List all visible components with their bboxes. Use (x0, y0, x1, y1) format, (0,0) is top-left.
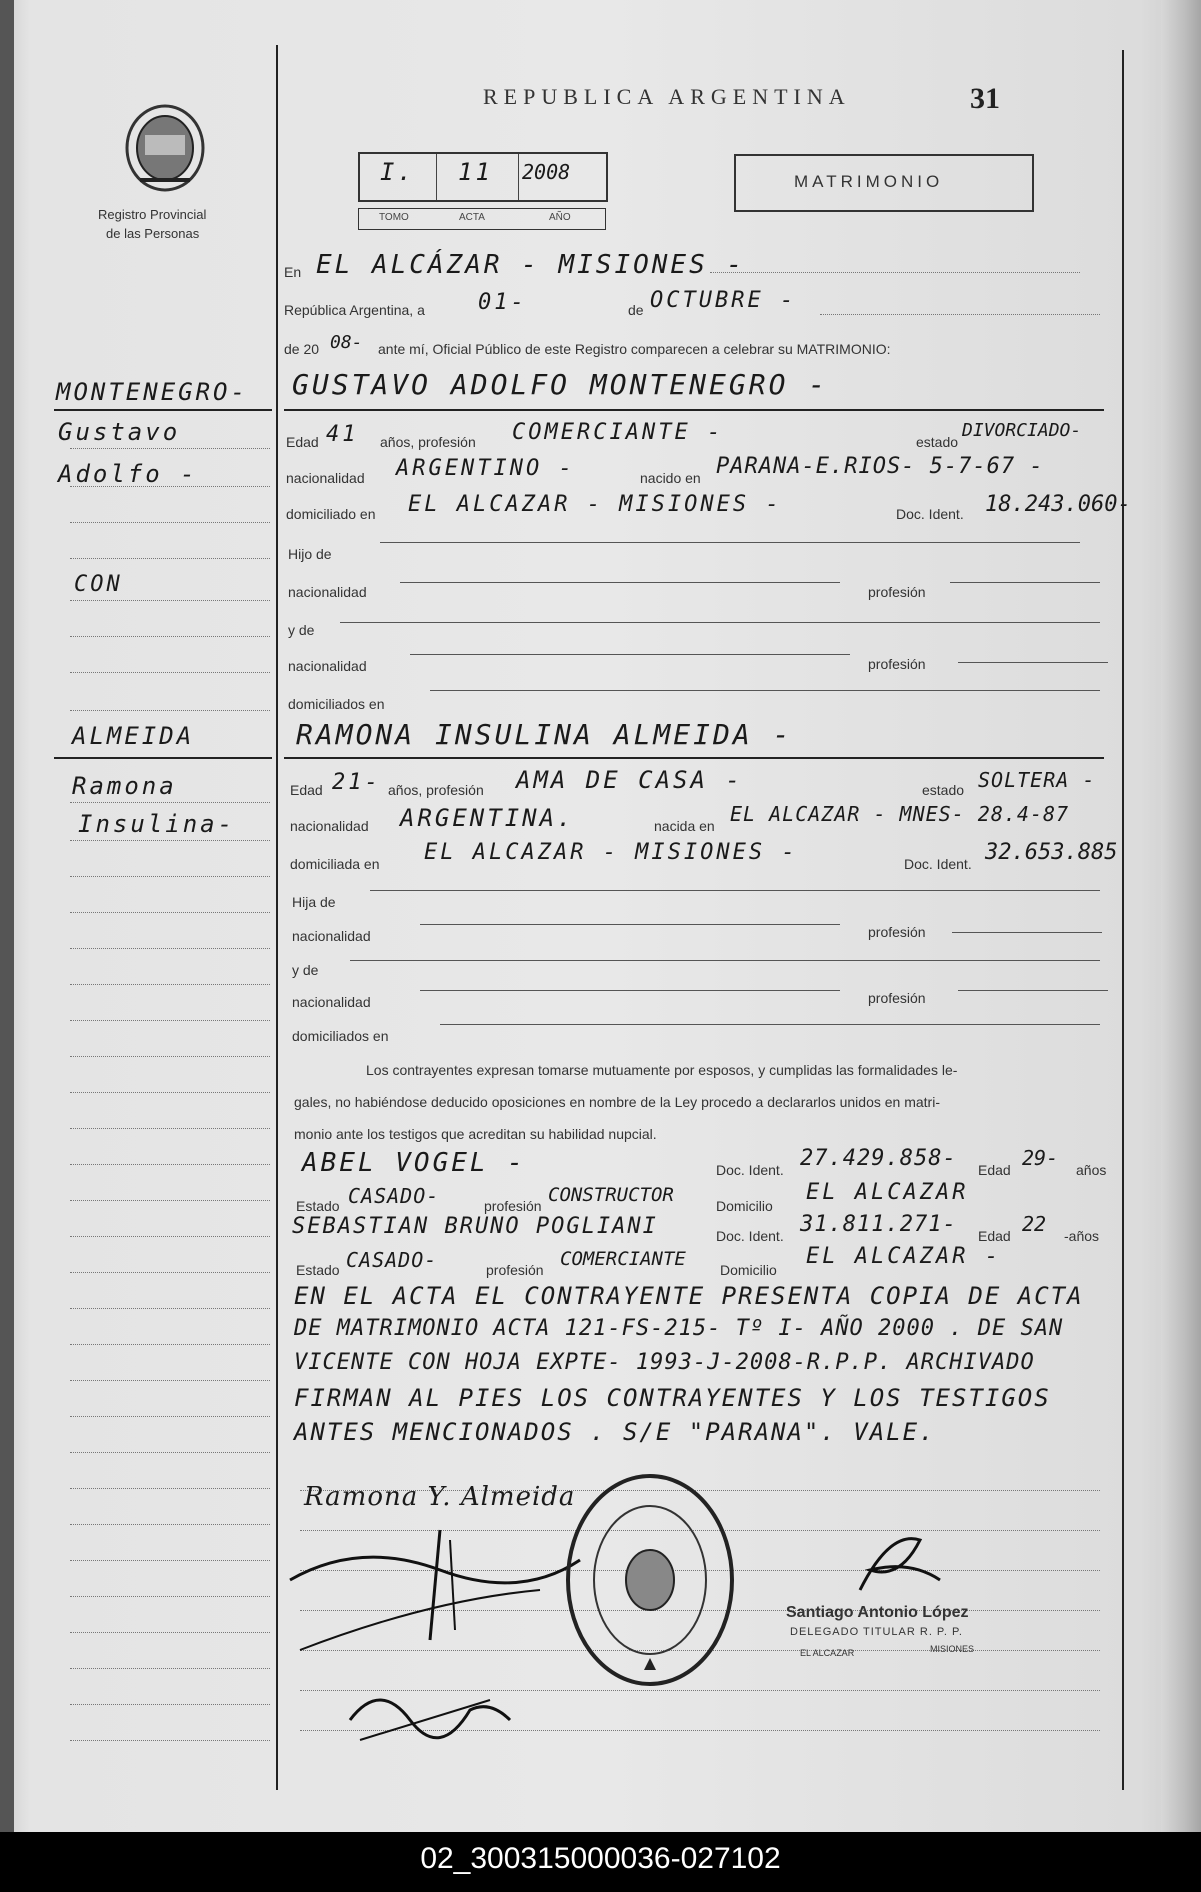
registry-stamp-icon (560, 1470, 740, 1690)
bride-estado-label: estado (922, 782, 965, 798)
bride-profesion-label: años, profesión (388, 782, 484, 798)
bride-prof2-label: profesión (868, 990, 926, 1006)
groom-domiciliado-label: domiciliado en (286, 506, 376, 522)
bride-domiciliados-label: domiciliados en (292, 1028, 389, 1044)
witness2-doc: 31.811.271- (800, 1212, 957, 1237)
groom-prof1-label: profesión (868, 584, 926, 600)
witness1-doc-label: Doc. Ident. (716, 1162, 784, 1178)
doc-type-box (734, 154, 1034, 212)
registry-line2: de las Personas (106, 226, 200, 241)
groom-status: DIVORCIADO- (962, 420, 1082, 441)
margin-rule (54, 409, 272, 411)
witness1-anios-label: años (1076, 1162, 1107, 1178)
blank-line (952, 932, 1102, 933)
witness2-profession: COMERCIANTE (560, 1248, 686, 1270)
blank-line (370, 890, 1100, 891)
witness1-name: ABEL VOGEL - (302, 1148, 526, 1178)
note-line: VICENTE CON HOJA EXPTE- 1993-J-2008-R.P.P. ARCHIVADO (294, 1350, 1035, 1375)
bride-hija-label: Hija de (292, 894, 336, 910)
witness1-domicilio-label: Domicilio (716, 1198, 773, 1214)
witness2-edad-label: Edad (978, 1228, 1011, 1244)
groom-estado-label: estado (916, 434, 959, 450)
groom-prof2-label: profesión (868, 656, 926, 672)
note-line: EN EL ACTA EL CONTRAYENTE PRESENTA COPIA DE ACTA (294, 1282, 1084, 1310)
note-line: ANTES MENCIONADOS . S/E "PARANA". VALE. (294, 1418, 936, 1446)
bride-status: SOLTERA - (978, 768, 1096, 792)
day-value: 01- (478, 290, 527, 315)
blank-line (958, 662, 1108, 663)
bride-name2-note: Insulina- (78, 810, 236, 838)
groom-nac2-label: nacionalidad (288, 658, 367, 674)
blank-line (340, 622, 1100, 623)
witness2-name: SEBASTIAN BRUNO POGLIANI (292, 1214, 658, 1239)
fill-line (710, 272, 1080, 273)
registry-line1: Registro Provincial (98, 207, 207, 222)
groom-birth: PARANA-E.RIOS- 5-7-67 - (716, 454, 1044, 479)
official-province: MISIONES (930, 1644, 975, 1654)
margin-rule (276, 45, 278, 1790)
blank-line (400, 582, 840, 583)
witness1-age: 29- (1022, 1146, 1059, 1170)
bride-birth: EL ALCAZAR - MNES- 28.4-87 (730, 802, 1070, 826)
witness-signature-mark (340, 1680, 520, 1760)
groom-signature-mark (280, 1520, 600, 1660)
bride-doc-label: Doc. Ident. (904, 856, 972, 872)
witness2-status: CASADO- (346, 1248, 438, 1272)
con-note: CON (74, 572, 123, 597)
page-edge (1161, 0, 1201, 1832)
witness2-domicilio-label: Domicilio (720, 1262, 777, 1278)
groom-yde-label: y de (288, 622, 315, 638)
official-name: Santiago Antonio López (786, 1604, 969, 1621)
bride-nac2-label: nacionalidad (292, 994, 371, 1010)
bride-nac1-label: nacionalidad (292, 928, 371, 944)
witness1-profesion-label: profesión (484, 1198, 542, 1214)
section-rule (284, 757, 1104, 759)
country-title: REPUBLICA ARGENTINA (483, 84, 851, 109)
groom-nac1-label: nacionalidad (288, 584, 367, 600)
groom-full-name: GUSTAVO ADOLFO MONTENEGRO - (292, 368, 829, 401)
cell-divider (436, 154, 437, 200)
bride-edad-label: Edad (290, 782, 323, 798)
witness1-estado-label: Estado (296, 1198, 340, 1214)
declaration-line2: gales, no habiéndose deducido oposiciones en nombre de la Ley procedo a declararlos unidos en matri- (294, 1094, 940, 1110)
bride-nacionalidad-label: nacionalidad (290, 818, 369, 834)
groom-doc-label: Doc. Ident. (896, 506, 964, 522)
tomo-value: I. (380, 158, 415, 186)
bride-nationality: ARGENTINA. (400, 804, 575, 832)
bride-name1-note: Ramona (72, 772, 177, 800)
groom-profesion-label: años, profesión (380, 434, 476, 450)
bride-domiciliada-label: domiciliada en (290, 856, 380, 872)
blank-line (420, 924, 840, 925)
official-signature-mark (830, 1520, 960, 1610)
anio-value: 2008 (522, 160, 571, 184)
witness1-status: CASADO- (348, 1184, 440, 1208)
blank-line (420, 990, 840, 991)
blank-line (410, 654, 850, 655)
groom-nationality: ARGENTINO - (396, 456, 575, 481)
tomo-label: TOMO (379, 212, 409, 223)
bride-nacida-label: nacida en (654, 818, 715, 834)
cell-divider (518, 154, 519, 200)
acta-value: 11 (458, 158, 493, 186)
witness2-age: 22 (1022, 1212, 1047, 1236)
witness2-anios-label: -años (1064, 1228, 1100, 1244)
blank-line (950, 582, 1100, 583)
binding-edge (0, 0, 14, 1832)
witness1-domicile: EL ALCAZAR (806, 1180, 969, 1205)
bride-prof1-label: profesión (868, 924, 926, 940)
groom-surname-note: MONTENEGRO- (56, 378, 248, 406)
margin-rule (54, 757, 272, 759)
blank-line (430, 690, 1100, 691)
year-suffix: 08- (330, 332, 363, 353)
bride-signature: Ramona Y. Almeida (304, 1482, 576, 1512)
groom-domiciliados-label: domiciliados en (288, 696, 385, 712)
year-prefix: de 20 (284, 341, 320, 357)
fill-line (820, 314, 1100, 315)
month-value: OCTUBRE - (650, 288, 797, 313)
note-line: FIRMAN AL PIES LOS CONTRAYENTES Y LOS TESTIGOS (294, 1384, 1051, 1412)
declaration-line3: monio ante los testigos que acreditan su habilidad nupcial. (294, 1126, 657, 1142)
groom-edad-label: Edad (286, 434, 319, 450)
republica-label: República Argentina, a (284, 302, 425, 318)
groom-domicile: EL ALCAZAR - MISIONES - (408, 492, 782, 517)
anio-label: AÑO (549, 212, 571, 223)
place-value: EL ALCÁZAR - MISIONES - (316, 250, 746, 280)
blank-line (350, 960, 1100, 961)
groom-profession: COMERCIANTE - (512, 420, 724, 445)
acta-label: ACTA (459, 212, 485, 223)
doc-type: MATRIMONIO (794, 172, 944, 191)
bride-domicile: EL ALCAZAR - MISIONES - (424, 840, 798, 865)
groom-nacido-label: nacido en (640, 470, 701, 486)
de-label: de (628, 302, 644, 318)
blank-line (380, 542, 1080, 543)
bride-profession: AMA DE CASA - (516, 766, 743, 794)
witness2-doc-label: Doc. Ident. (716, 1228, 784, 1244)
groom-age: 41 (326, 422, 359, 447)
bride-age: 21- (332, 770, 381, 795)
blank-line (440, 1024, 1100, 1025)
groom-name1-note: Gustavo (58, 418, 181, 446)
note-line: DE MATRIMONIO ACTA 121-FS-215- Tº I- AÑO 2000 . DE SAN (294, 1316, 1064, 1341)
blank-line (958, 990, 1108, 991)
en-label: En (284, 264, 302, 280)
witness2-profesion-label: profesión (486, 1262, 544, 1278)
official-place: EL ALCAZAR (800, 1648, 855, 1658)
witness2-estado-label: Estado (296, 1262, 340, 1278)
page-number: 31 (970, 82, 1000, 115)
witness1-edad-label: Edad (978, 1162, 1011, 1178)
witness2-domicile: EL ALCAZAR - (806, 1244, 1001, 1269)
coat-of-arms-icon (120, 100, 210, 195)
groom-nacionalidad-label: nacionalidad (286, 470, 365, 486)
right-rule (1122, 50, 1124, 1790)
declaration-line1: Los contrayentes expresan tomarse mutuamente por esposos, y cumplidas las formalidades le- (366, 1062, 958, 1078)
bride-full-name: RAMONA INSULINA ALMEIDA - (296, 718, 793, 751)
witness1-doc: 27.429.858- (800, 1146, 957, 1171)
intro-text: ante mí, Oficial Público de este Registro comparecen a celebrar su MATRIMONIO: (378, 341, 891, 357)
scan-id: 02_300315000036-027102 (420, 1842, 781, 1875)
groom-name2-note: Adolfo - (58, 460, 198, 488)
groom-doc: 18.243.060- (985, 492, 1131, 517)
record-labels (358, 208, 606, 230)
witness1-profession: CONSTRUCTOR (548, 1184, 674, 1206)
bride-yde-label: y de (292, 962, 319, 978)
record-box (358, 152, 608, 202)
groom-hijo-label: Hijo de (288, 546, 332, 562)
bride-doc: 32.653.885 (985, 840, 1118, 865)
official-title: DELEGADO TITULAR R. P. P. (790, 1626, 963, 1638)
bride-surname-note: ALMEIDA (72, 722, 195, 750)
section-rule (284, 409, 1104, 411)
